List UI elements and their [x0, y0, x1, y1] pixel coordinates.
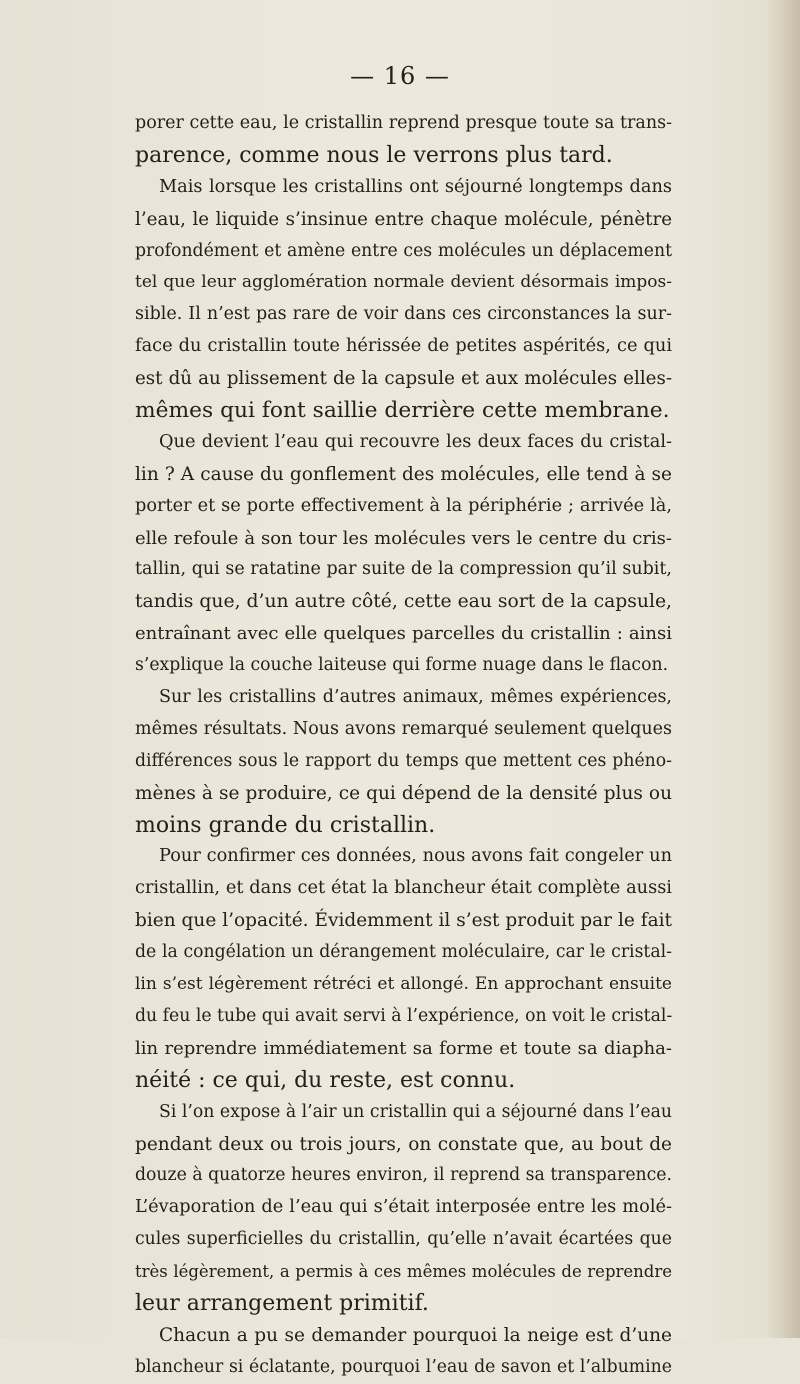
body-text — [135, 108, 672, 1384]
text-line: blancheur si éclatante, pourquoi l’eau de savon et l’albumine — [135, 1356, 672, 1377]
text-line: lin s’est légèrement rétréci et allongé. En approchant ensuite — [135, 974, 672, 995]
text-line: est dû au plissement de la capsule et aux molécules elles- — [135, 368, 672, 390]
text-line: parence, comme nous le verrons plus tard. — [135, 142, 613, 168]
text-line: elle refoule à son tour les molécules vers le centre du cris- — [135, 527, 672, 549]
page-number-header: — 16 — — [350, 62, 450, 90]
text-line: différences sous le rapport du temps que mettent ces phéno- — [135, 750, 672, 771]
text-line: tel que leur agglomération normale devient désormais impos- — [135, 272, 672, 293]
text-line: mènes à se produire, ce qui dépend de la densité plus ou — [135, 782, 672, 804]
text-line: face du cristallin toute hérissée de petites aspérités, ce qui — [135, 336, 672, 357]
text-line: entraînant avec elle quelques parcelles du cristallin : ainsi — [135, 623, 672, 645]
text-line: Si l’on expose à l’air un cristallin qui a séjourné dans l’eau — [159, 1101, 672, 1122]
text-line: lin ? A cause du gonflement des molécules, elle tend à se — [135, 463, 672, 485]
text-line: Que devient l’eau qui recouvre les deux faces du cristal- — [159, 431, 672, 452]
text-line: bien que l’opacité. Évidemment il s’est produit par le fait — [135, 910, 672, 932]
text-line: porter et se porte effectivement à la périphérie ; arrivée là, — [135, 495, 672, 516]
text-line: moins grande du cristallin. — [135, 812, 436, 838]
text-line: pendant deux ou trois jours, on constate que, au bout de — [135, 1133, 672, 1155]
page-edge-shadow — [766, 0, 800, 1338]
text-line: Pour confirmer ces données, nous avons fait congeler un — [159, 846, 672, 867]
text-line: tandis que, d’un autre côté, cette eau sort de la capsule, — [135, 591, 672, 613]
text-line: Sur les cristallins d’autres animaux, mêmes expériences, — [159, 687, 672, 708]
text-line: lin reprendre immédiatement sa forme et toute sa diapha- — [135, 1037, 672, 1059]
text-line: douze à quatorze heures environ, il reprend sa transparence. — [135, 1165, 672, 1186]
text-line: sible. Il n’est pas rare de voir dans ces circonstances la sur- — [135, 304, 672, 325]
text-line: mêmes résultats. Nous avons remarqué seulement quelques — [135, 718, 672, 739]
text-line: profondément et amène entre ces molécules un déplacement — [135, 240, 672, 261]
text-line: porer cette eau, le cristallin reprend presque toute sa trans- — [135, 113, 672, 133]
text-line: tallin, qui se ratatine par suite de la compression qu’il subit, — [135, 559, 672, 580]
text-line: mêmes qui font saillie derrière cette membrane. — [135, 398, 670, 424]
text-line: de la congélation un dérangement moléculaire, car le cristal- — [135, 942, 672, 963]
text-line: L’évaporation de l’eau qui s’était interposée entre les molé- — [135, 1197, 672, 1218]
text-line: Chacun a pu se demander pourquoi la neige est d’une — [159, 1324, 672, 1346]
text-line: néité : ce qui, du reste, est connu. — [135, 1067, 516, 1093]
text-line: cristallin, et dans cet état la blancheur était complète aussi — [135, 878, 672, 899]
text-line: cules superficielles du cristallin, qu’elle n’avait écartées que — [135, 1229, 672, 1250]
text-line: s’explique la couche laiteuse qui forme nuage dans le flacon. — [135, 655, 669, 676]
text-line: très légèrement, a permis à ces mêmes molécules de reprendre — [135, 1262, 672, 1282]
text-line: l’eau, le liquide s’insinue entre chaque molécule, pénètre — [135, 208, 672, 230]
text-line: leur arrangement primitif. — [135, 1290, 429, 1316]
text-line: du feu le tube qui avait servi à l’expérience, on voit le cristal- — [135, 1005, 673, 1026]
text-line: Mais lorsque les cristallins ont séjourné longtemps dans — [159, 176, 672, 197]
